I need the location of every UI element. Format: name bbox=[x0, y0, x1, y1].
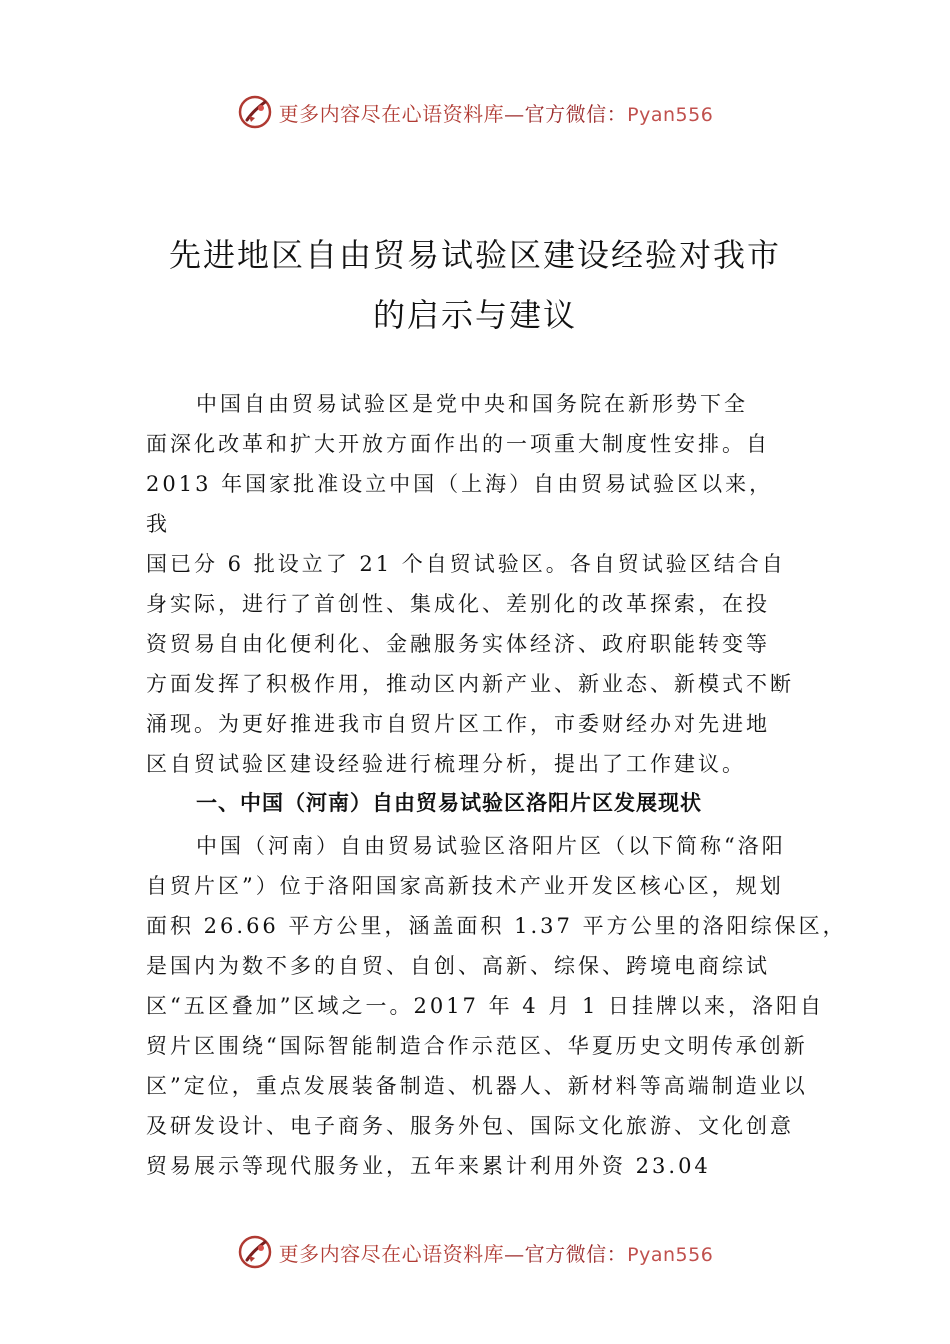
banner-separator: —官方微信： bbox=[504, 101, 628, 126]
paragraph-line: 身实际，进行了首创性、集成化、差别化的改革探索，在投 bbox=[146, 592, 770, 616]
paragraph-line: 面深化改革和扩大开放方面作出的一项重大制度性安排。自 bbox=[146, 432, 770, 456]
paragraph-line: 面积 26.66 平方公里，涵盖面积 1.37 平方公里的洛阳综保区， bbox=[146, 914, 847, 938]
paragraph-line: 方面发挥了积极作用，推动区内新产业、新业态、新模式不断 bbox=[146, 672, 794, 696]
paragraph-line: 涌现。为更好推进我市自贸片区工作，市委财经办对先进地 bbox=[146, 712, 770, 736]
footer-banner bbox=[0, 1230, 950, 1274]
section-paragraph bbox=[146, 826, 847, 1186]
paragraph-line: 国已分 6 批设立了 21 个自贸试验区。各自贸试验区结合自 bbox=[146, 552, 786, 576]
brush-logo-icon bbox=[237, 1234, 273, 1270]
section-heading: 一、中国（河南）自由贸易试验区洛阳片区发展现状 bbox=[196, 791, 702, 815]
brush-logo-icon bbox=[237, 94, 273, 130]
banner-separator: —官方微信： bbox=[504, 1241, 628, 1266]
document-title bbox=[0, 225, 950, 345]
paragraph-line: 区”定位，重点发展装备制造、机器人、新材料等高端制造业以 bbox=[146, 1074, 808, 1098]
paragraph-line: 贸易展示等现代服务业，五年来累计利用外资 23.04 bbox=[146, 1154, 711, 1178]
intro-paragraph bbox=[146, 384, 826, 784]
title-line: 的启示与建议 bbox=[372, 296, 577, 334]
paragraph-line: 自贸片区”）位于洛阳国家高新技术产业开发区核心区，规划 bbox=[146, 874, 784, 898]
header-banner bbox=[0, 90, 950, 134]
title-line: 先进地区自由贸易试验区建设经验对我市 bbox=[168, 236, 781, 274]
paragraph-line: 资贸易自由化便利化、金融服务实体经济、政府职能转变等 bbox=[146, 632, 770, 656]
paragraph-line: 中国自由贸易试验区是党中央和国务院在新形势下全 bbox=[196, 392, 748, 416]
paragraph-line: 2013 年国家批准设立中国（上海）自由贸易试验区以来， bbox=[146, 472, 774, 496]
banner-prefix: 更多内容尽在心语资料库 bbox=[278, 101, 505, 126]
banner-contact: Pyan556 bbox=[627, 1243, 714, 1266]
banner-text bbox=[279, 98, 714, 127]
paragraph-line: 区自贸试验区建设经验进行梳理分析，提出了工作建议。 bbox=[146, 752, 746, 776]
paragraph-line: 及研发设计、电子商务、服务外包、国际文化旅游、文化创意 bbox=[146, 1114, 794, 1138]
banner-prefix: 更多内容尽在心语资料库 bbox=[278, 1241, 505, 1266]
paragraph-line: 区“五区叠加”区域之一。2017 年 4 月 1 日挂牌以来，洛阳自 bbox=[146, 994, 825, 1018]
banner-text bbox=[279, 1238, 714, 1267]
paragraph-line: 我 bbox=[146, 512, 170, 536]
paragraph-line: 中国（河南）自由贸易试验区洛阳片区（以下简称“洛阳 bbox=[196, 834, 786, 858]
banner-contact: Pyan556 bbox=[627, 103, 714, 126]
paragraph-line: 是国内为数不多的自贸、自创、高新、综保、跨境电商综试 bbox=[146, 954, 770, 978]
paragraph-line: 贸片区围绕“国际智能制造合作示范区、华夏历史文明传承创新 bbox=[146, 1034, 808, 1058]
